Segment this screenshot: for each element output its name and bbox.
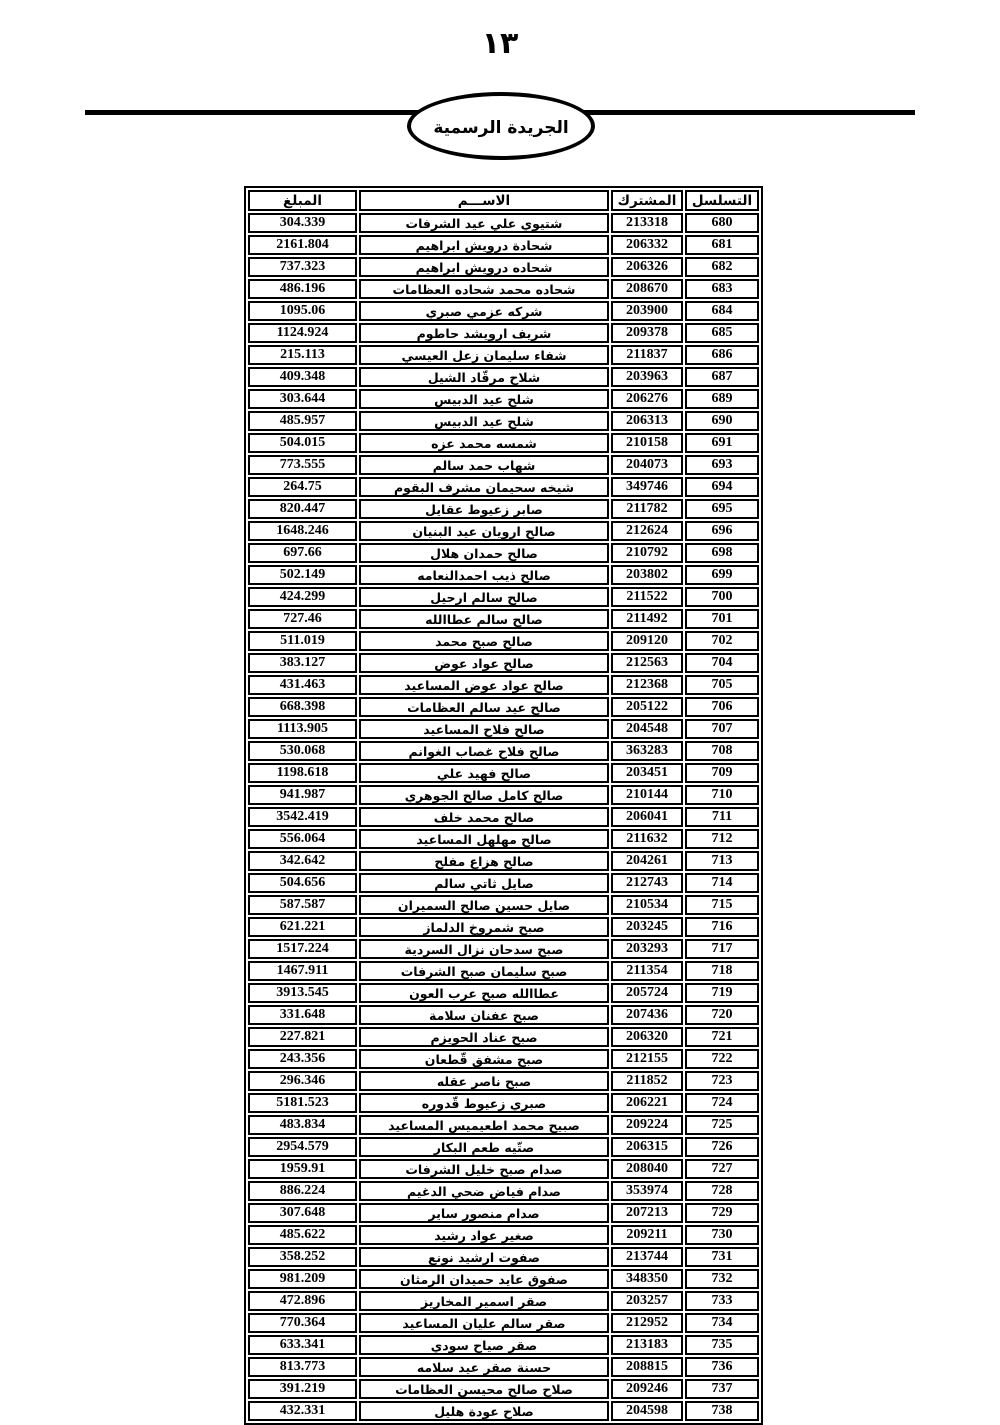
cell-amount: 391.219: [248, 1379, 357, 1399]
cell-serial: 718: [685, 961, 759, 981]
cell-subscriber: 208815: [611, 1357, 683, 1377]
cell-subscriber: 211522: [611, 587, 683, 607]
cell-name: صبح سدحان نزال السردية: [359, 939, 609, 959]
cell-subscriber: 203451: [611, 763, 683, 783]
cell-amount: 303.644: [248, 389, 357, 409]
cell-serial: 690: [685, 411, 759, 431]
cell-subscriber: 349746: [611, 477, 683, 497]
cell-subscriber: 211632: [611, 829, 683, 849]
gazette-seal-oval: [407, 92, 595, 160]
cell-subscriber: 213183: [611, 1335, 683, 1355]
cell-subscriber: 211837: [611, 345, 683, 365]
table-row: [248, 895, 759, 915]
cell-serial: 728: [685, 1181, 759, 1201]
cell-serial: 710: [685, 785, 759, 805]
cell-name: شهاب حمد سالم: [359, 455, 609, 475]
cell-name: صالح عيد سالم العظامات: [359, 697, 609, 717]
cell-amount: 770.364: [248, 1313, 357, 1333]
cell-name: صايل حسين صالح السميران: [359, 895, 609, 915]
cell-name: صبح عناد الحويزم: [359, 1027, 609, 1047]
cell-serial: 693: [685, 455, 759, 475]
cell-amount: 358.252: [248, 1247, 357, 1267]
cell-amount: 502.149: [248, 565, 357, 585]
cell-amount: 813.773: [248, 1357, 357, 1377]
subscribers-table: [244, 186, 763, 1425]
cell-name: شحادة درويش ابراهيم: [359, 235, 609, 255]
cell-name: صدام فياض ضحي الدغيم: [359, 1181, 609, 1201]
cell-amount: 383.127: [248, 653, 357, 673]
cell-name: شريف ارويشد حاطوم: [359, 323, 609, 343]
cell-serial: 713: [685, 851, 759, 871]
table-row: [248, 675, 759, 695]
cell-amount: 342.642: [248, 851, 357, 871]
cell-amount: 727.46: [248, 609, 357, 629]
cell-name: صلاح عودة هليل: [359, 1401, 609, 1421]
cell-name: صالح كامل صالح الجوهري: [359, 785, 609, 805]
cell-subscriber: 203900: [611, 301, 683, 321]
cell-name: صقر اسمير المخاريز: [359, 1291, 609, 1311]
cell-amount: 886.224: [248, 1181, 357, 1201]
table-row: [248, 1049, 759, 1069]
cell-name: شلح عيد الدبيس: [359, 411, 609, 431]
cell-subscriber: 353974: [611, 1181, 683, 1201]
cell-serial: 704: [685, 653, 759, 673]
cell-amount: 697.66: [248, 543, 357, 563]
cell-amount: 556.064: [248, 829, 357, 849]
cell-amount: 331.648: [248, 1005, 357, 1025]
cell-subscriber: 206221: [611, 1093, 683, 1113]
cell-subscriber: 212743: [611, 873, 683, 893]
cell-serial: 726: [685, 1137, 759, 1157]
table-row: [248, 917, 759, 937]
cell-serial: 685: [685, 323, 759, 343]
cell-name: صبح مشفق قّطعان: [359, 1049, 609, 1069]
table-row: [248, 587, 759, 607]
cell-amount: 485.957: [248, 411, 357, 431]
cell-serial: 683: [685, 279, 759, 299]
table-row: [248, 213, 759, 233]
table-row: [248, 763, 759, 783]
cell-amount: 432.331: [248, 1401, 357, 1421]
cell-serial: 709: [685, 763, 759, 783]
table-row: [248, 235, 759, 255]
cell-amount: 424.299: [248, 587, 357, 607]
table-row: [248, 1247, 759, 1267]
table-row: [248, 1203, 759, 1223]
cell-amount: 485.622: [248, 1225, 357, 1245]
table-row: [248, 521, 759, 541]
page-number: ١٣: [481, 26, 519, 61]
cell-name: صالح مهلهل المساعيد: [359, 829, 609, 849]
cell-name: شتيوي علي عيد الشرفات: [359, 213, 609, 233]
cell-name: شحاده محمد شحاده العظامات: [359, 279, 609, 299]
cell-serial: 725: [685, 1115, 759, 1135]
cell-name: صالح محمد خلف: [359, 807, 609, 827]
cell-name: صبح سليمان صبح الشرفات: [359, 961, 609, 981]
table-row: [248, 345, 759, 365]
cell-serial: 719: [685, 983, 759, 1003]
cell-name: صابر زعيوط عقايل: [359, 499, 609, 519]
cell-serial: 715: [685, 895, 759, 915]
header-name: الاســـم: [359, 190, 609, 211]
cell-serial: 684: [685, 301, 759, 321]
header-subscriber: المشترك: [611, 190, 683, 211]
table-row: [248, 939, 759, 959]
table-row: [248, 609, 759, 629]
cell-subscriber: 210534: [611, 895, 683, 915]
cell-name: صبح ناصر عقله: [359, 1071, 609, 1091]
cell-serial: 737: [685, 1379, 759, 1399]
table-row: [248, 1401, 759, 1421]
cell-subscriber: 211782: [611, 499, 683, 519]
cell-name: شركه عزمي صبري: [359, 301, 609, 321]
cell-serial: 733: [685, 1291, 759, 1311]
cell-subscriber: 204598: [611, 1401, 683, 1421]
cell-name: صبري زعيوط قّدوره: [359, 1093, 609, 1113]
cell-subscriber: 211852: [611, 1071, 683, 1091]
table-row: [248, 1181, 759, 1201]
cell-serial: 723: [685, 1071, 759, 1091]
cell-amount: 483.834: [248, 1115, 357, 1135]
table-row: [248, 389, 759, 409]
cell-amount: 472.896: [248, 1291, 357, 1311]
cell-amount: 1095.06: [248, 301, 357, 321]
cell-serial: 729: [685, 1203, 759, 1223]
cell-serial: 706: [685, 697, 759, 717]
table-row: [248, 1137, 759, 1157]
cell-amount: 215.113: [248, 345, 357, 365]
cell-amount: 941.987: [248, 785, 357, 805]
cell-subscriber: 209224: [611, 1115, 683, 1135]
cell-amount: 504.015: [248, 433, 357, 453]
cell-amount: 264.75: [248, 477, 357, 497]
cell-subscriber: 209211: [611, 1225, 683, 1245]
cell-amount: 227.821: [248, 1027, 357, 1047]
cell-amount: 3542.419: [248, 807, 357, 827]
cell-subscriber: 204548: [611, 719, 683, 739]
cell-amount: 668.398: [248, 697, 357, 717]
cell-name: صالح صبح محمد: [359, 631, 609, 651]
cell-serial: 712: [685, 829, 759, 849]
cell-name: شمسه محمد عزه: [359, 433, 609, 453]
cell-serial: 732: [685, 1269, 759, 1289]
cell-name: صالح سالم ارحيل: [359, 587, 609, 607]
cell-name: شحاده درويش ابراهيم: [359, 257, 609, 277]
cell-serial: 734: [685, 1313, 759, 1333]
cell-name: صالح فلاح المساعيد: [359, 719, 609, 739]
cell-serial: 699: [685, 565, 759, 585]
cell-name: صلاح صالح محيسن العظامات: [359, 1379, 609, 1399]
cell-subscriber: 212563: [611, 653, 683, 673]
table-header-row: [248, 190, 759, 211]
cell-name: صفوق عايد حميدان الرمثان: [359, 1269, 609, 1289]
cell-subscriber: 212368: [611, 675, 683, 695]
cell-amount: 981.209: [248, 1269, 357, 1289]
table-row: [248, 961, 759, 981]
cell-serial: 731: [685, 1247, 759, 1267]
cell-subscriber: 211354: [611, 961, 683, 981]
table-row: [248, 719, 759, 739]
table-row: [248, 1093, 759, 1113]
table-row: [248, 1005, 759, 1025]
cell-serial: 736: [685, 1357, 759, 1377]
cell-subscriber: 207213: [611, 1203, 683, 1223]
cell-subscriber: 205724: [611, 983, 683, 1003]
table-row: [248, 697, 759, 717]
cell-amount: 409.348: [248, 367, 357, 387]
cell-amount: 820.447: [248, 499, 357, 519]
cell-amount: 296.346: [248, 1071, 357, 1091]
cell-serial: 698: [685, 543, 759, 563]
table-row: [248, 543, 759, 563]
cell-subscriber: 206326: [611, 257, 683, 277]
cell-serial: 695: [685, 499, 759, 519]
table-row: [248, 257, 759, 277]
table-row: [248, 565, 759, 585]
table-row: [248, 279, 759, 299]
table-row: [248, 1225, 759, 1245]
table-row: [248, 301, 759, 321]
cell-name: صقر صياح سودي: [359, 1335, 609, 1355]
cell-subscriber: 203245: [611, 917, 683, 937]
table-row: [248, 785, 759, 805]
cell-subscriber: 210144: [611, 785, 683, 805]
cell-serial: 686: [685, 345, 759, 365]
cell-subscriber: 210792: [611, 543, 683, 563]
cell-subscriber: 206332: [611, 235, 683, 255]
cell-name: صالح هزاع مفلح: [359, 851, 609, 871]
cell-subscriber: 209120: [611, 631, 683, 651]
cell-serial: 722: [685, 1049, 759, 1069]
table-row: [248, 433, 759, 453]
cell-subscriber: 348350: [611, 1269, 683, 1289]
cell-serial: 727: [685, 1159, 759, 1179]
table-row: [248, 1335, 759, 1355]
table-row: [248, 367, 759, 387]
cell-amount: 504.656: [248, 873, 357, 893]
cell-name: صالح ارويان عيد البنيان: [359, 521, 609, 541]
cell-subscriber: 203963: [611, 367, 683, 387]
cell-amount: 1648.246: [248, 521, 357, 541]
header-serial: التسلسل: [685, 190, 759, 211]
cell-amount: 304.339: [248, 213, 357, 233]
cell-subscriber: 203293: [611, 939, 683, 959]
table-row: [248, 1357, 759, 1377]
cell-subscriber: 209246: [611, 1379, 683, 1399]
cell-serial: 721: [685, 1027, 759, 1047]
cell-subscriber: 212952: [611, 1313, 683, 1333]
cell-name: صالح فلاح غصاب الغوانم: [359, 741, 609, 761]
cell-name: صالح حمدان هلال: [359, 543, 609, 563]
table-row: [248, 1379, 759, 1399]
cell-amount: 511.019: [248, 631, 357, 651]
cell-name: صتّيه طعم البكار: [359, 1137, 609, 1157]
cell-subscriber: 212155: [611, 1049, 683, 1069]
cell-name: صغير عواد رشيد: [359, 1225, 609, 1245]
cell-serial: 720: [685, 1005, 759, 1025]
cell-serial: 696: [685, 521, 759, 541]
cell-name: صالح فهيد علي: [359, 763, 609, 783]
cell-amount: 737.323: [248, 257, 357, 277]
cell-amount: 1113.905: [248, 719, 357, 739]
cell-amount: 1517.224: [248, 939, 357, 959]
cell-name: صايل ثاتي سالم: [359, 873, 609, 893]
cell-serial: 680: [685, 213, 759, 233]
cell-amount: 1198.618: [248, 763, 357, 783]
cell-serial: 705: [685, 675, 759, 695]
cell-amount: 621.221: [248, 917, 357, 937]
table-row: [248, 1291, 759, 1311]
cell-subscriber: 207436: [611, 1005, 683, 1025]
cell-serial: 716: [685, 917, 759, 937]
table-row: [248, 323, 759, 343]
cell-amount: 3913.545: [248, 983, 357, 1003]
cell-serial: 682: [685, 257, 759, 277]
cell-amount: 1124.924: [248, 323, 357, 343]
cell-subscriber: 209378: [611, 323, 683, 343]
cell-subscriber: 363283: [611, 741, 683, 761]
table-row: [248, 807, 759, 827]
table-row: [248, 1115, 759, 1135]
table-row: [248, 631, 759, 651]
table-row: [248, 741, 759, 761]
cell-serial: 724: [685, 1093, 759, 1113]
cell-serial: 689: [685, 389, 759, 409]
table-row: [248, 499, 759, 519]
cell-serial: 702: [685, 631, 759, 651]
cell-amount: 633.341: [248, 1335, 357, 1355]
cell-subscriber: 206276: [611, 389, 683, 409]
cell-name: صالح سالم عطاالله: [359, 609, 609, 629]
cell-subscriber: 206315: [611, 1137, 683, 1157]
table-row: [248, 653, 759, 673]
table-body: [248, 213, 759, 1421]
cell-amount: 773.555: [248, 455, 357, 475]
cell-subscriber: 203802: [611, 565, 683, 585]
cell-subscriber: 206320: [611, 1027, 683, 1047]
cell-serial: 687: [685, 367, 759, 387]
cell-subscriber: 211492: [611, 609, 683, 629]
cell-amount: 1959.91: [248, 1159, 357, 1179]
cell-amount: 243.356: [248, 1049, 357, 1069]
cell-serial: 738: [685, 1401, 759, 1421]
cell-subscriber: 206313: [611, 411, 683, 431]
table-row: [248, 1313, 759, 1333]
header-amount: المبلغ: [248, 190, 357, 211]
cell-name: حسنة صقر عيد سلامه: [359, 1357, 609, 1377]
cell-subscriber: 212624: [611, 521, 683, 541]
cell-name: صفوت ارشيد نونع: [359, 1247, 609, 1267]
cell-serial: 735: [685, 1335, 759, 1355]
cell-subscriber: 213744: [611, 1247, 683, 1267]
cell-serial: 700: [685, 587, 759, 607]
table-row: [248, 455, 759, 475]
table-row: [248, 1027, 759, 1047]
cell-name: صدام منصور ساير: [359, 1203, 609, 1223]
cell-serial: 714: [685, 873, 759, 893]
cell-amount: 431.463: [248, 675, 357, 695]
cell-name: صالح عواد عوض: [359, 653, 609, 673]
cell-name: صقر سالم عليان المساعيد: [359, 1313, 609, 1333]
cell-serial: 708: [685, 741, 759, 761]
cell-name: شفاء سليمان زعل العيسي: [359, 345, 609, 365]
cell-subscriber: 213318: [611, 213, 683, 233]
cell-name: صبح عفنان سلامة: [359, 1005, 609, 1025]
cell-name: عطاالله صبح عرب العون: [359, 983, 609, 1003]
cell-subscriber: 204073: [611, 455, 683, 475]
cell-name: صبح شمروخ الدلماز: [359, 917, 609, 937]
cell-name: شيخه سحيمان مشرف البقوم: [359, 477, 609, 497]
cell-serial: 691: [685, 433, 759, 453]
cell-serial: 717: [685, 939, 759, 959]
cell-amount: 307.648: [248, 1203, 357, 1223]
cell-name: صبيح محمد اطعيميس المساعيد: [359, 1115, 609, 1135]
cell-subscriber: 206041: [611, 807, 683, 827]
cell-serial: 681: [685, 235, 759, 255]
cell-serial: 711: [685, 807, 759, 827]
table-row: [248, 1269, 759, 1289]
cell-name: صالح عواد عوض المساعيد: [359, 675, 609, 695]
cell-amount: 486.196: [248, 279, 357, 299]
cell-amount: 1467.911: [248, 961, 357, 981]
cell-name: شلح عيد الدبيس: [359, 389, 609, 409]
table-row: [248, 829, 759, 849]
table-row: [248, 477, 759, 497]
cell-subscriber: 205122: [611, 697, 683, 717]
cell-subscriber: 204261: [611, 851, 683, 871]
cell-amount: 5181.523: [248, 1093, 357, 1113]
cell-serial: 694: [685, 477, 759, 497]
cell-subscriber: 208040: [611, 1159, 683, 1179]
cell-name: صدام صبح خليل الشرفات: [359, 1159, 609, 1179]
cell-amount: 587.587: [248, 895, 357, 915]
table-row: [248, 851, 759, 871]
table-row: [248, 873, 759, 893]
cell-name: صالح ذيب احمدالنعامه: [359, 565, 609, 585]
gazette-title: الجريدة الرسمية: [433, 118, 569, 138]
cell-serial: 730: [685, 1225, 759, 1245]
table-row: [248, 1071, 759, 1091]
table-row: [248, 411, 759, 431]
cell-amount: 530.068: [248, 741, 357, 761]
cell-subscriber: 203257: [611, 1291, 683, 1311]
cell-amount: 2161.804: [248, 235, 357, 255]
cell-subscriber: 208670: [611, 279, 683, 299]
table-row: [248, 983, 759, 1003]
cell-serial: 707: [685, 719, 759, 739]
cell-amount: 2954.579: [248, 1137, 357, 1157]
cell-subscriber: 210158: [611, 433, 683, 453]
cell-serial: 701: [685, 609, 759, 629]
table-row: [248, 1159, 759, 1179]
cell-name: شلاح مرقّاد الشيل: [359, 367, 609, 387]
